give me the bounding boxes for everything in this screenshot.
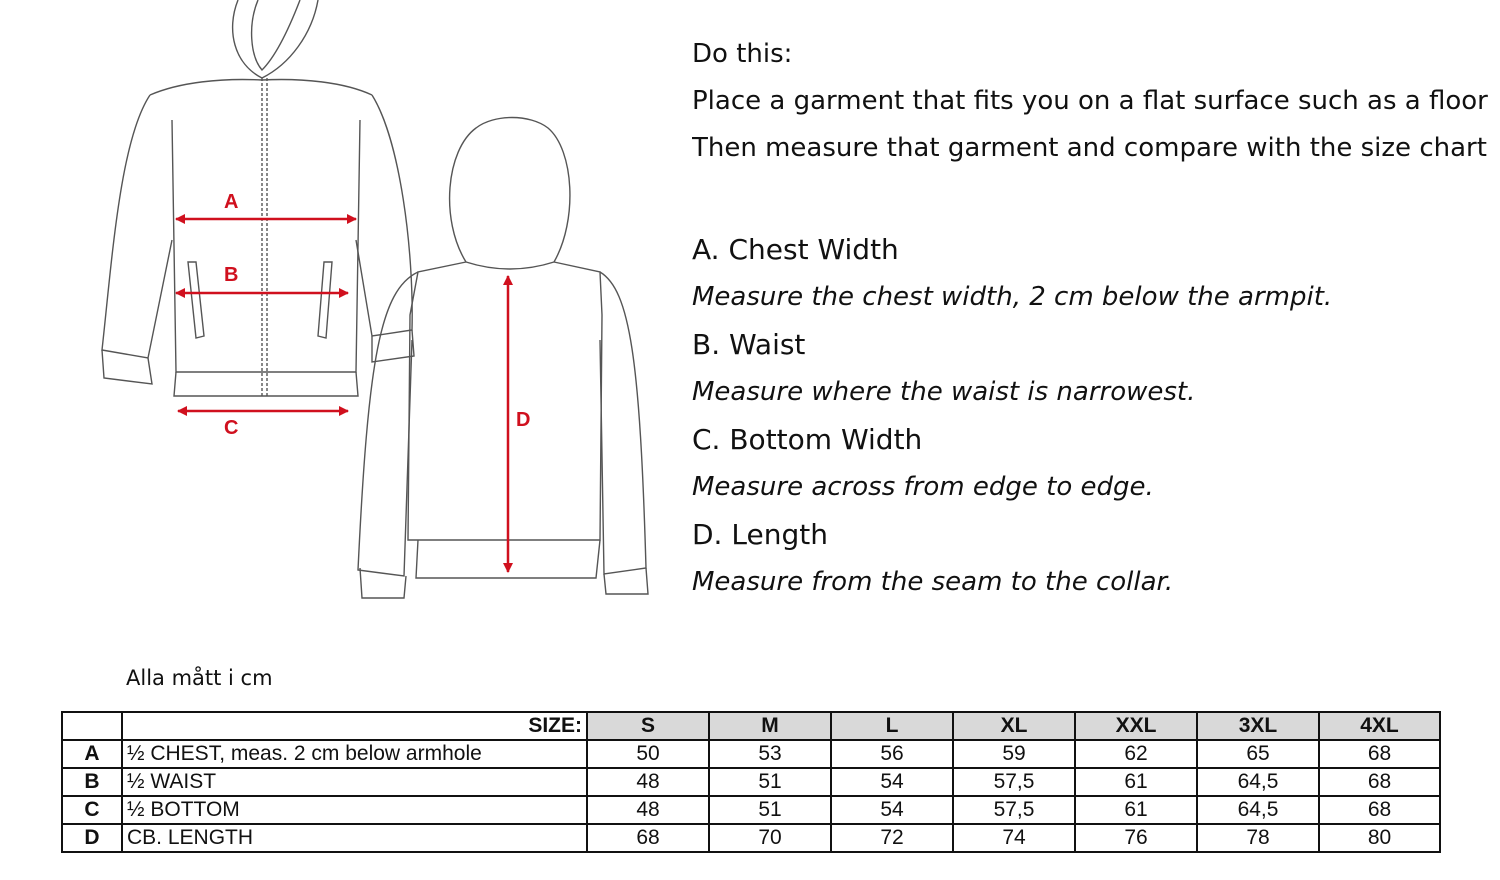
table-row — [62, 796, 1440, 824]
table-cell: 57,5 — [953, 768, 1075, 796]
measurement-title-d: D. Length — [692, 518, 828, 551]
table-cell: 72 — [831, 824, 953, 852]
label-b: B — [224, 264, 239, 286]
table-cell: 61 — [1075, 796, 1197, 824]
measurement-description-a: Measure the chest width, 2 cm below the armpit. — [692, 282, 1333, 312]
measurement-title-b: B. Waist — [692, 328, 806, 361]
table-cell: 51 — [709, 768, 831, 796]
row-label: ½ WAIST — [122, 768, 587, 796]
measurement-description-d: Measure from the seam to the collar. — [692, 567, 1174, 597]
table-cell: 56 — [831, 740, 953, 768]
measurement-title-c: C. Bottom Width — [692, 423, 923, 456]
table-cell: 51 — [709, 796, 831, 824]
table-cell: 53 — [709, 740, 831, 768]
label-a: A — [224, 191, 239, 213]
row-key: A — [62, 740, 122, 768]
table-row — [62, 824, 1440, 852]
size-column-header: XL — [953, 712, 1075, 740]
size-header-label: SIZE: — [122, 712, 587, 740]
table-cell: 62 — [1075, 740, 1197, 768]
row-label: ½ CHEST, meas. 2 cm below armhole — [122, 740, 587, 768]
row-key: C — [62, 796, 122, 824]
table-cell: 70 — [709, 824, 831, 852]
units-note: Alla mått i cm — [126, 666, 273, 690]
table-cell: 68 — [1319, 740, 1440, 768]
instruction-line: Place a garment that fits you on a flat surface such as a floor — [692, 86, 1488, 116]
table-cell: 54 — [831, 796, 953, 824]
table-cell: 61 — [1075, 768, 1197, 796]
size-chart-table — [61, 711, 1441, 853]
instructions-heading: Do this: — [692, 39, 793, 69]
label-c: C — [224, 417, 239, 439]
table-row — [62, 768, 1440, 796]
instructions-panel — [692, 30, 1500, 610]
size-column-header: 3XL — [1197, 712, 1319, 740]
table-header-row — [62, 712, 1440, 740]
size-column-header: L — [831, 712, 953, 740]
instruction-line: Then measure that garment and compare with the size chart — [692, 133, 1487, 163]
table-cell: 68 — [1319, 768, 1440, 796]
table-cell: 74 — [953, 824, 1075, 852]
table-row — [62, 740, 1440, 768]
table-cell: 68 — [587, 824, 709, 852]
table-cell: 57,5 — [953, 796, 1075, 824]
row-label: CB. LENGTH — [122, 824, 587, 852]
size-column-header: S — [587, 712, 709, 740]
measurement-title-a: A. Chest Width — [692, 233, 899, 266]
size-column-header: M — [709, 712, 831, 740]
table-cell: 68 — [1319, 796, 1440, 824]
table-cell: 65 — [1197, 740, 1319, 768]
header-blank-cell — [62, 712, 122, 740]
table-cell: 80 — [1319, 824, 1440, 852]
table-cell: 54 — [831, 768, 953, 796]
table-cell: 78 — [1197, 824, 1319, 852]
label-d: D — [516, 409, 531, 431]
table-cell: 59 — [953, 740, 1075, 768]
size-column-header: XXL — [1075, 712, 1197, 740]
table-cell: 64,5 — [1197, 768, 1319, 796]
garment-measurement-diagram — [0, 0, 690, 650]
table-cell: 50 — [587, 740, 709, 768]
table-cell: 48 — [587, 796, 709, 824]
table-cell: 64,5 — [1197, 796, 1319, 824]
table-cell: 48 — [587, 768, 709, 796]
row-key: D — [62, 824, 122, 852]
table-cell: 76 — [1075, 824, 1197, 852]
spacer — [692, 172, 1500, 226]
row-key: B — [62, 768, 122, 796]
hoodie-front-view — [102, 0, 414, 396]
measurement-description-c: Measure across from edge to edge. — [692, 472, 1154, 502]
size-column-header: 4XL — [1319, 712, 1440, 740]
row-label: ½ BOTTOM — [122, 796, 587, 824]
measurement-description-b: Measure where the waist is narrowest. — [692, 377, 1196, 407]
